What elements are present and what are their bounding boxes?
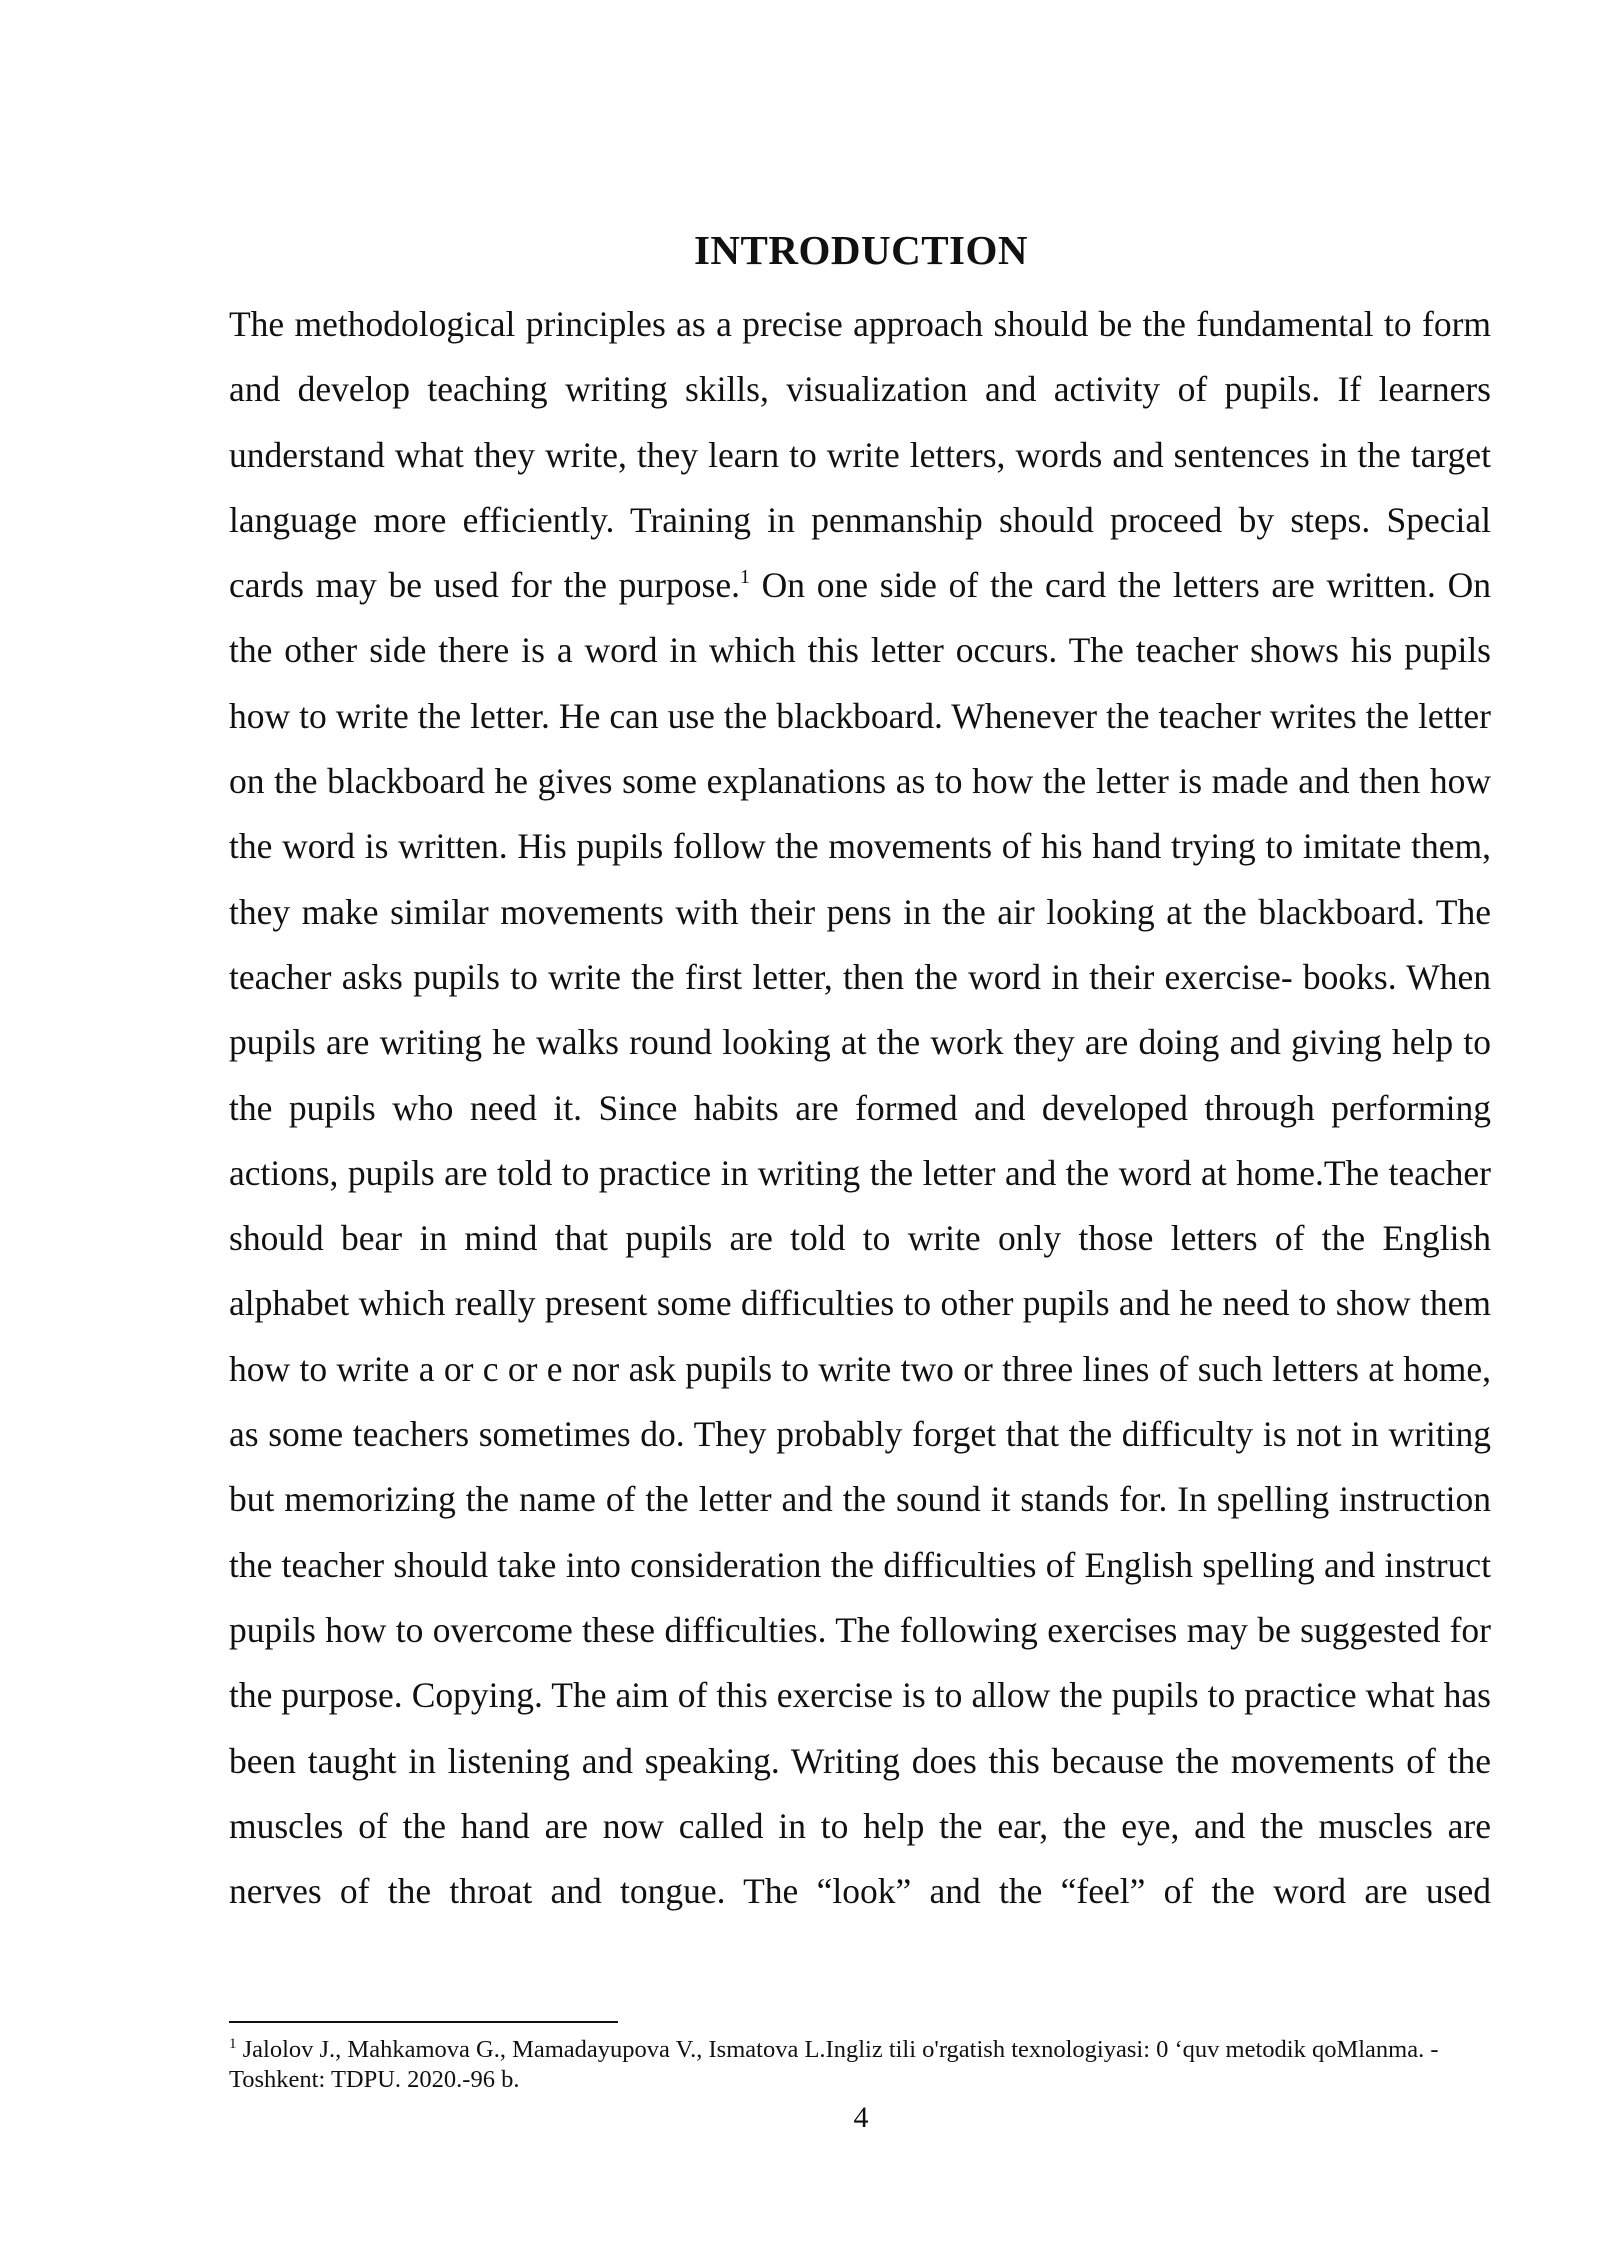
footnote-separator	[229, 2021, 618, 2023]
body-paragraph	[229, 292, 1491, 1924]
footnote-number: 1	[229, 2036, 237, 2052]
footnote	[229, 2035, 1491, 2095]
page-number: 4	[853, 2101, 869, 2134]
footnote-reference: 1	[739, 566, 750, 589]
footnote-text: Jalolov J., Mahkamova G., Mamadayupova V., Ismatova L.Ingliz tili o'rgatish texnologiyasi: 0 ‘quv metodik qoMlanma. -Toshkent: TDPU. 2020.-96 b.	[229, 2036, 1439, 2093]
body-text-part-2: On one side of the card the letters are written. On the other side there is a word in which this letter occurs. The teacher shows his pupils how to write the letter. He can use the blackboard. Whenever the teacher writes the letter on the blackboard he gives some explanations as to how the letter is made and then how the word is written. His pupils follow the movements of his hand trying to imitate them, they make similar movements with their pens in the air looking at the blackboard. The teacher asks pupils to write the first letter, then the word in their exercise- books. When pupils are writing he walks round looking at the work they are doing and giving help to the pupils who need it. Since habits are formed and developed through performing actions, pupils are told to practice in writing the letter and the word at home.The teacher should bear in mind that pupils are told to write only those letters of the English alphabet which really present some difficulties to other pupils and he need to show them how to write a or c or e nor ask pupils to write two or three lines of such letters at home, as some teachers sometimes do. They probably forget that the difficulty is not in writing but memorizing the name of the letter and the sound it stands for. In spelling instruction the teacher should take into consideration the difficulties of English spelling and instruct pupils how to overcome these difficulties. The following exercises may be suggested for the purpose. Copying. The aim of this exercise is to allow the pupils to practice what has been taught in listening and speaking. Writing does this because the movements of the muscles of the hand are now called in to help the ear, the eye, and the muscles are nerves of the throat and tongue. The “look” and the “feel” of the word are used	[229, 565, 1491, 1912]
body-text-part-1: The methodological principles as a precise approach should be the fundamental to form and develop teaching writing skills, visualization and activity of pupils. If learners understand what they write, they learn to write letters, words and sentences in the target language more efficiently. Training in penmanship should proceed by steps. Special cards may be used for the purpose.	[229, 304, 1491, 606]
section-heading: INTRODUCTION	[693, 227, 1029, 273]
